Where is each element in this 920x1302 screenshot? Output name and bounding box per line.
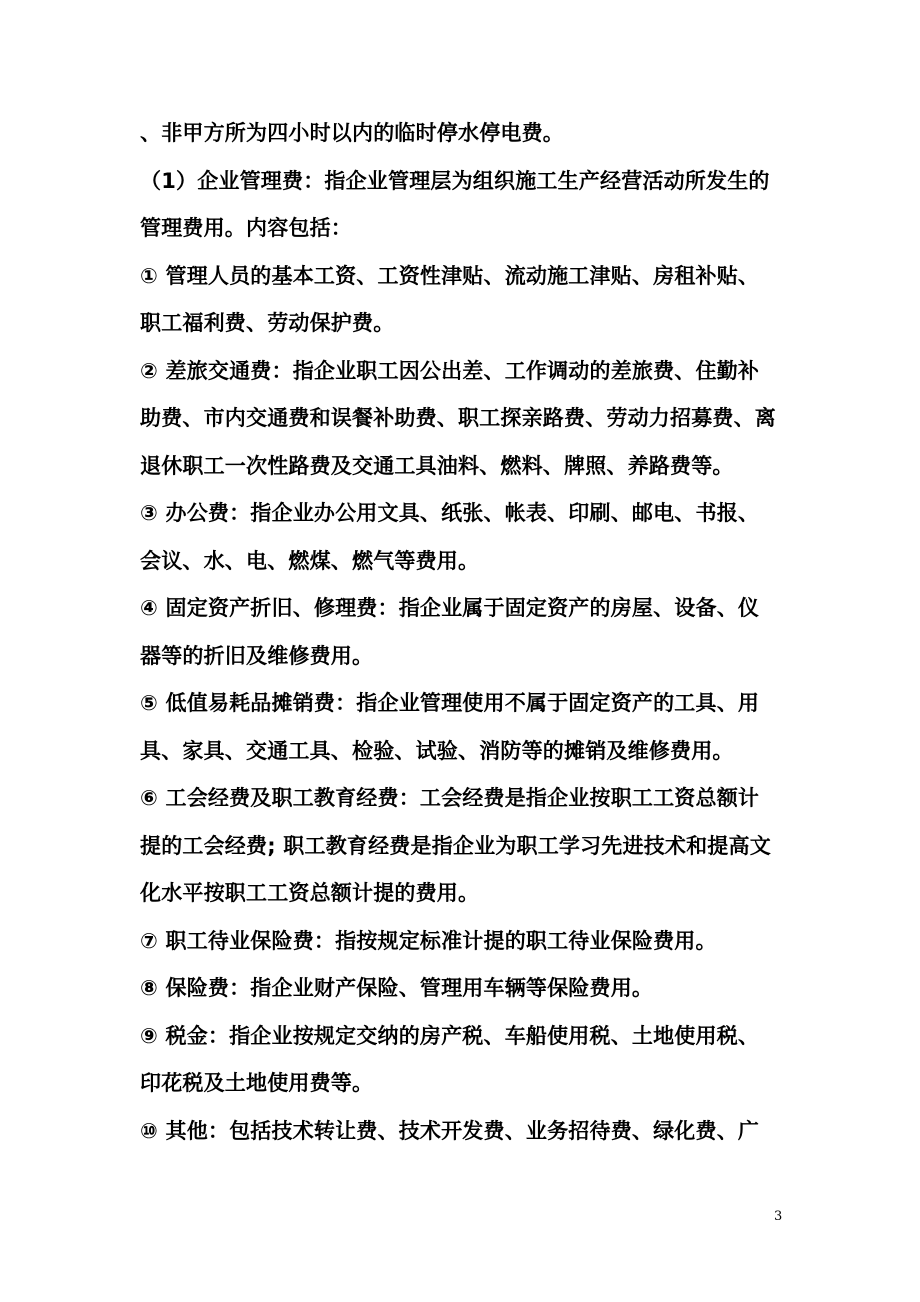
list-item-6: ⑥ 工会经费及职工教育经费：工会经费是指企业按职工工资总额计 [140, 786, 760, 810]
text-line: 具、家具、交通工具、检验、试验、消防等的摊销及维修费用。 [140, 738, 734, 763]
text-line: 化水平按职工工资总额计提的费用。 [140, 881, 480, 905]
list-item-5: ⑤ 低值易耗品摊销费：指企业管理使用不属于固定资产的工具、用 [140, 691, 760, 715]
text-line: 管理费用。内容包括： [140, 216, 352, 240]
text-line: 会议、水、电、燃煤、燃气等费用。 [140, 548, 480, 573]
text-line: 印花税及土地使用费等。 [140, 1071, 374, 1095]
text-line: 退休职工一次性路费及交通工具油料、燃料、牌照、养路费等。 [140, 453, 734, 478]
list-item-10: ⑩ 其他：包括技术转让费、技术开发费、业务招待费、绿化费、广 [140, 1118, 760, 1143]
text-line: 、非甲方所为四小时以内的临时停水停电费。 [140, 121, 564, 145]
list-item-8: ⑧ 保险费：指企业财产保险、管理用车辆等保险费用。 [140, 976, 654, 1000]
text-line: 器等的折旧及维修费用。 [140, 643, 374, 668]
page-number: 3 [774, 1209, 783, 1224]
list-item-1: ① 管理人员的基本工资、工资性津贴、流动施工津贴、房租补贴、 [140, 263, 760, 288]
list-item-3: ③ 办公费：指企业办公用文具、纸张、帐表、印刷、邮电、书报、 [140, 501, 760, 525]
list-item-2: ② 差旅交通费：指企业职工因公出差、工作调动的差旅费、住勤补 [140, 358, 760, 383]
text-line: 提的工会经费; 职工教育经费是指企业为职工学习先进技术和提高文 [140, 833, 771, 858]
text-line: 助费、市内交通费和误餐补助费、职工探亲路费、劳动力招募费、离 [140, 406, 776, 430]
section-heading-line: （1）企业管理费：指企业管理层为组织施工生产经营活动所发生的 [140, 168, 770, 193]
list-item-9: ⑨ 税金：指企业按规定交纳的房产税、车船使用税、土地使用税、 [140, 1023, 760, 1048]
list-item-7: ⑦ 职工待业保险费：指按规定标准计提的职工待业保险费用。 [140, 928, 717, 953]
document-body [140, 110, 800, 1155]
text-line: 职工福利费、劳动保护费。 [140, 311, 395, 335]
list-item-4: ④ 固定资产折旧、修理费：指企业属于固定资产的房屋、设备、仪 [140, 596, 760, 620]
